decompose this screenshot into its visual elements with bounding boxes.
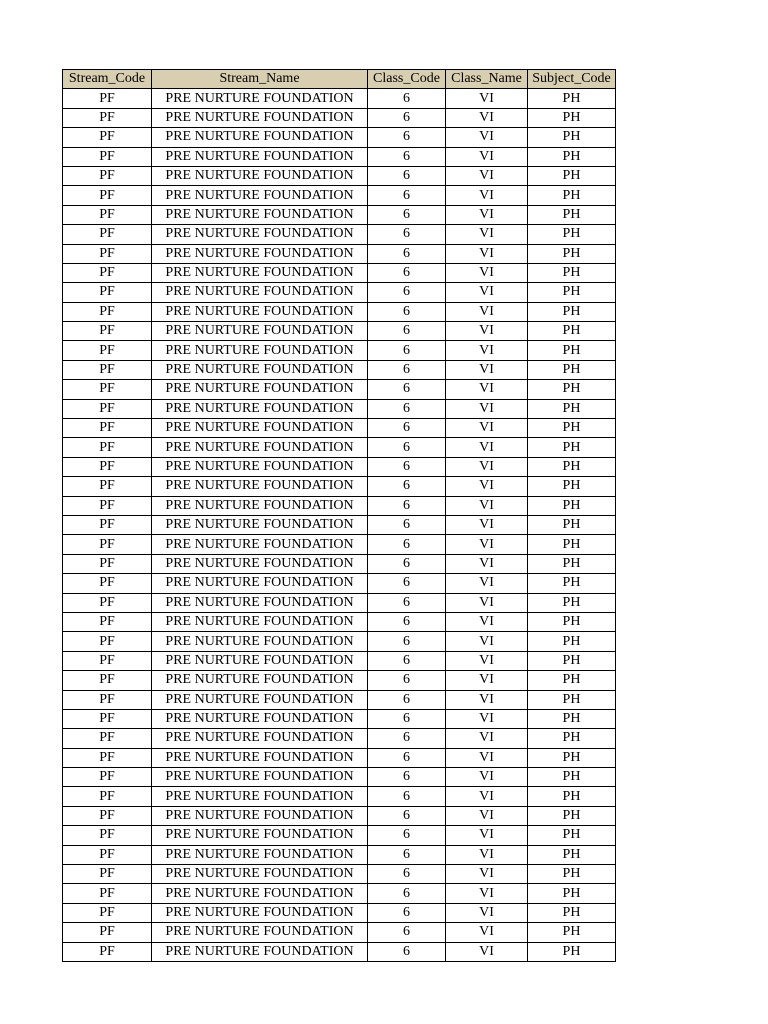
data-table — [62, 69, 616, 962]
cell-subject-code: PH — [528, 322, 616, 341]
cell-class-name: VI — [446, 729, 528, 748]
cell-stream-code: PF — [63, 302, 152, 321]
cell-class-name: VI — [446, 108, 528, 127]
cell-stream-name: PRE NURTURE FOUNDATION — [152, 787, 368, 806]
table-row — [63, 826, 616, 845]
cell-class-code: 6 — [368, 457, 446, 476]
cell-class-name: VI — [446, 709, 528, 728]
cell-stream-code: PF — [63, 651, 152, 670]
cell-subject-code: PH — [528, 748, 616, 767]
cell-subject-code: PH — [528, 612, 616, 631]
table-row — [63, 554, 616, 573]
cell-class-name: VI — [446, 748, 528, 767]
cell-stream-name: PRE NURTURE FOUNDATION — [152, 166, 368, 185]
cell-class-code: 6 — [368, 283, 446, 302]
cell-class-name: VI — [446, 632, 528, 651]
cell-class-code: 6 — [368, 399, 446, 418]
cell-stream-name: PRE NURTURE FOUNDATION — [152, 574, 368, 593]
table-row — [63, 302, 616, 321]
table-row — [63, 205, 616, 224]
cell-stream-code: PF — [63, 380, 152, 399]
cell-class-name: VI — [446, 651, 528, 670]
cell-class-name: VI — [446, 671, 528, 690]
cell-class-code: 6 — [368, 477, 446, 496]
cell-stream-name: PRE NURTURE FOUNDATION — [152, 147, 368, 166]
table-row — [63, 942, 616, 961]
table-row — [63, 263, 616, 282]
cell-class-code: 6 — [368, 748, 446, 767]
cell-subject-code: PH — [528, 225, 616, 244]
table-row — [63, 671, 616, 690]
table-row — [63, 884, 616, 903]
table-row — [63, 632, 616, 651]
cell-stream-name: PRE NURTURE FOUNDATION — [152, 457, 368, 476]
cell-stream-code: PF — [63, 729, 152, 748]
cell-class-name: VI — [446, 128, 528, 147]
table-row — [63, 380, 616, 399]
cell-stream-code: PF — [63, 263, 152, 282]
cell-subject-code: PH — [528, 89, 616, 108]
cell-class-name: VI — [446, 302, 528, 321]
cell-class-name: VI — [446, 322, 528, 341]
cell-subject-code: PH — [528, 496, 616, 515]
cell-subject-code: PH — [528, 457, 616, 476]
cell-class-code: 6 — [368, 89, 446, 108]
table-row — [63, 923, 616, 942]
cell-stream-code: PF — [63, 923, 152, 942]
table-row — [63, 283, 616, 302]
table-row — [63, 186, 616, 205]
cell-stream-code: PF — [63, 438, 152, 457]
cell-subject-code: PH — [528, 768, 616, 787]
table-row — [63, 360, 616, 379]
table-row — [63, 419, 616, 438]
cell-class-code: 6 — [368, 671, 446, 690]
cell-subject-code: PH — [528, 263, 616, 282]
cell-class-name: VI — [446, 942, 528, 961]
cell-class-name: VI — [446, 806, 528, 825]
cell-class-code: 6 — [368, 729, 446, 748]
cell-stream-code: PF — [63, 942, 152, 961]
cell-class-name: VI — [446, 884, 528, 903]
cell-stream-code: PF — [63, 612, 152, 631]
cell-stream-name: PRE NURTURE FOUNDATION — [152, 477, 368, 496]
cell-class-code: 6 — [368, 826, 446, 845]
cell-stream-name: PRE NURTURE FOUNDATION — [152, 612, 368, 631]
table-row — [63, 128, 616, 147]
cell-subject-code: PH — [528, 651, 616, 670]
cell-stream-code: PF — [63, 535, 152, 554]
cell-stream-name: PRE NURTURE FOUNDATION — [152, 399, 368, 418]
cell-class-code: 6 — [368, 574, 446, 593]
cell-subject-code: PH — [528, 535, 616, 554]
cell-subject-code: PH — [528, 787, 616, 806]
cell-subject-code: PH — [528, 865, 616, 884]
cell-class-code: 6 — [368, 593, 446, 612]
cell-subject-code: PH — [528, 729, 616, 748]
cell-subject-code: PH — [528, 166, 616, 185]
cell-class-code: 6 — [368, 865, 446, 884]
cell-class-code: 6 — [368, 554, 446, 573]
table-row — [63, 535, 616, 554]
cell-stream-name: PRE NURTURE FOUNDATION — [152, 515, 368, 534]
cell-stream-code: PF — [63, 283, 152, 302]
cell-stream-name: PRE NURTURE FOUNDATION — [152, 322, 368, 341]
cell-class-code: 6 — [368, 709, 446, 728]
table-row — [63, 108, 616, 127]
table-row — [63, 341, 616, 360]
cell-class-code: 6 — [368, 244, 446, 263]
cell-class-name: VI — [446, 477, 528, 496]
header-class-code: Class_Code — [368, 70, 446, 89]
cell-class-name: VI — [446, 554, 528, 573]
cell-subject-code: PH — [528, 554, 616, 573]
cell-class-code: 6 — [368, 419, 446, 438]
cell-stream-code: PF — [63, 128, 152, 147]
header-subject-code: Subject_Code — [528, 70, 616, 89]
cell-class-name: VI — [446, 166, 528, 185]
table-row — [63, 709, 616, 728]
cell-class-name: VI — [446, 865, 528, 884]
cell-class-code: 6 — [368, 166, 446, 185]
cell-subject-code: PH — [528, 341, 616, 360]
cell-class-name: VI — [446, 845, 528, 864]
cell-stream-name: PRE NURTURE FOUNDATION — [152, 341, 368, 360]
table-row — [63, 612, 616, 631]
cell-subject-code: PH — [528, 923, 616, 942]
cell-stream-code: PF — [63, 244, 152, 263]
cell-subject-code: PH — [528, 942, 616, 961]
cell-class-name: VI — [446, 593, 528, 612]
cell-stream-code: PF — [63, 496, 152, 515]
cell-stream-name: PRE NURTURE FOUNDATION — [152, 865, 368, 884]
cell-stream-code: PF — [63, 574, 152, 593]
cell-subject-code: PH — [528, 845, 616, 864]
header-row — [63, 70, 616, 89]
cell-stream-name: PRE NURTURE FOUNDATION — [152, 923, 368, 942]
cell-stream-name: PRE NURTURE FOUNDATION — [152, 225, 368, 244]
cell-stream-code: PF — [63, 108, 152, 127]
table-row — [63, 787, 616, 806]
cell-class-code: 6 — [368, 341, 446, 360]
cell-stream-name: PRE NURTURE FOUNDATION — [152, 651, 368, 670]
table-row — [63, 457, 616, 476]
cell-subject-code: PH — [528, 302, 616, 321]
cell-subject-code: PH — [528, 380, 616, 399]
table-row — [63, 147, 616, 166]
cell-stream-name: PRE NURTURE FOUNDATION — [152, 632, 368, 651]
cell-subject-code: PH — [528, 515, 616, 534]
cell-class-code: 6 — [368, 322, 446, 341]
cell-stream-name: PRE NURTURE FOUNDATION — [152, 690, 368, 709]
table-row — [63, 865, 616, 884]
cell-class-name: VI — [446, 457, 528, 476]
cell-class-code: 6 — [368, 923, 446, 942]
cell-stream-code: PF — [63, 768, 152, 787]
cell-stream-name: PRE NURTURE FOUNDATION — [152, 419, 368, 438]
cell-stream-name: PRE NURTURE FOUNDATION — [152, 89, 368, 108]
table-row — [63, 845, 616, 864]
cell-class-name: VI — [446, 574, 528, 593]
cell-class-name: VI — [446, 89, 528, 108]
cell-subject-code: PH — [528, 593, 616, 612]
table-row — [63, 574, 616, 593]
cell-stream-name: PRE NURTURE FOUNDATION — [152, 593, 368, 612]
table-row — [63, 903, 616, 922]
cell-class-code: 6 — [368, 108, 446, 127]
cell-stream-name: PRE NURTURE FOUNDATION — [152, 903, 368, 922]
cell-stream-code: PF — [63, 845, 152, 864]
cell-class-name: VI — [446, 612, 528, 631]
cell-subject-code: PH — [528, 632, 616, 651]
cell-class-name: VI — [446, 225, 528, 244]
cell-stream-name: PRE NURTURE FOUNDATION — [152, 128, 368, 147]
cell-stream-name: PRE NURTURE FOUNDATION — [152, 438, 368, 457]
cell-subject-code: PH — [528, 574, 616, 593]
cell-stream-code: PF — [63, 806, 152, 825]
cell-class-name: VI — [446, 903, 528, 922]
cell-class-code: 6 — [368, 884, 446, 903]
cell-subject-code: PH — [528, 671, 616, 690]
cell-subject-code: PH — [528, 690, 616, 709]
cell-stream-code: PF — [63, 341, 152, 360]
cell-class-code: 6 — [368, 612, 446, 631]
cell-stream-name: PRE NURTURE FOUNDATION — [152, 380, 368, 399]
cell-subject-code: PH — [528, 283, 616, 302]
cell-class-name: VI — [446, 360, 528, 379]
cell-class-code: 6 — [368, 515, 446, 534]
table-row — [63, 89, 616, 108]
table-row — [63, 322, 616, 341]
cell-stream-code: PF — [63, 903, 152, 922]
cell-stream-name: PRE NURTURE FOUNDATION — [152, 709, 368, 728]
cell-stream-code: PF — [63, 322, 152, 341]
cell-subject-code: PH — [528, 884, 616, 903]
table-row — [63, 225, 616, 244]
cell-class-code: 6 — [368, 496, 446, 515]
cell-subject-code: PH — [528, 709, 616, 728]
cell-stream-name: PRE NURTURE FOUNDATION — [152, 302, 368, 321]
cell-stream-name: PRE NURTURE FOUNDATION — [152, 108, 368, 127]
cell-stream-name: PRE NURTURE FOUNDATION — [152, 535, 368, 554]
table-row — [63, 748, 616, 767]
cell-class-name: VI — [446, 826, 528, 845]
cell-stream-name: PRE NURTURE FOUNDATION — [152, 283, 368, 302]
cell-subject-code: PH — [528, 399, 616, 418]
cell-stream-code: PF — [63, 826, 152, 845]
cell-class-code: 6 — [368, 380, 446, 399]
cell-stream-name: PRE NURTURE FOUNDATION — [152, 942, 368, 961]
cell-stream-code: PF — [63, 865, 152, 884]
cell-class-code: 6 — [368, 302, 446, 321]
cell-stream-code: PF — [63, 787, 152, 806]
cell-class-code: 6 — [368, 632, 446, 651]
table-row — [63, 806, 616, 825]
cell-stream-name: PRE NURTURE FOUNDATION — [152, 205, 368, 224]
cell-class-name: VI — [446, 283, 528, 302]
cell-stream-name: PRE NURTURE FOUNDATION — [152, 729, 368, 748]
cell-stream-name: PRE NURTURE FOUNDATION — [152, 826, 368, 845]
table-row — [63, 690, 616, 709]
cell-stream-code: PF — [63, 89, 152, 108]
cell-stream-name: PRE NURTURE FOUNDATION — [152, 671, 368, 690]
cell-stream-code: PF — [63, 166, 152, 185]
cell-class-code: 6 — [368, 690, 446, 709]
cell-stream-code: PF — [63, 554, 152, 573]
cell-class-name: VI — [446, 399, 528, 418]
cell-subject-code: PH — [528, 128, 616, 147]
cell-stream-code: PF — [63, 884, 152, 903]
cell-class-code: 6 — [368, 225, 446, 244]
cell-stream-code: PF — [63, 748, 152, 767]
table-row — [63, 593, 616, 612]
cell-subject-code: PH — [528, 360, 616, 379]
cell-class-name: VI — [446, 419, 528, 438]
cell-stream-code: PF — [63, 671, 152, 690]
header-class-name: Class_Name — [446, 70, 528, 89]
cell-class-name: VI — [446, 690, 528, 709]
cell-stream-name: PRE NURTURE FOUNDATION — [152, 496, 368, 515]
cell-stream-code: PF — [63, 457, 152, 476]
header-stream-name: Stream_Name — [152, 70, 368, 89]
cell-stream-code: PF — [63, 225, 152, 244]
cell-stream-code: PF — [63, 186, 152, 205]
cell-class-code: 6 — [368, 651, 446, 670]
cell-stream-code: PF — [63, 399, 152, 418]
cell-class-name: VI — [446, 535, 528, 554]
cell-class-code: 6 — [368, 205, 446, 224]
cell-subject-code: PH — [528, 826, 616, 845]
cell-class-code: 6 — [368, 787, 446, 806]
cell-stream-name: PRE NURTURE FOUNDATION — [152, 554, 368, 573]
cell-stream-name: PRE NURTURE FOUNDATION — [152, 244, 368, 263]
table-row — [63, 729, 616, 748]
cell-class-name: VI — [446, 205, 528, 224]
cell-class-code: 6 — [368, 128, 446, 147]
cell-stream-code: PF — [63, 515, 152, 534]
cell-stream-name: PRE NURTURE FOUNDATION — [152, 186, 368, 205]
cell-class-code: 6 — [368, 535, 446, 554]
cell-stream-name: PRE NURTURE FOUNDATION — [152, 845, 368, 864]
cell-class-name: VI — [446, 923, 528, 942]
cell-class-code: 6 — [368, 768, 446, 787]
cell-class-name: VI — [446, 147, 528, 166]
cell-stream-code: PF — [63, 360, 152, 379]
cell-stream-name: PRE NURTURE FOUNDATION — [152, 360, 368, 379]
cell-subject-code: PH — [528, 477, 616, 496]
cell-class-name: VI — [446, 244, 528, 263]
cell-stream-name: PRE NURTURE FOUNDATION — [152, 884, 368, 903]
cell-class-code: 6 — [368, 147, 446, 166]
cell-subject-code: PH — [528, 186, 616, 205]
cell-class-code: 6 — [368, 806, 446, 825]
table-row — [63, 496, 616, 515]
cell-stream-code: PF — [63, 419, 152, 438]
table-row — [63, 438, 616, 457]
cell-class-code: 6 — [368, 186, 446, 205]
table-row — [63, 244, 616, 263]
cell-stream-code: PF — [63, 477, 152, 496]
cell-subject-code: PH — [528, 903, 616, 922]
table-row — [63, 515, 616, 534]
cell-stream-name: PRE NURTURE FOUNDATION — [152, 768, 368, 787]
cell-stream-code: PF — [63, 632, 152, 651]
table-row — [63, 166, 616, 185]
cell-subject-code: PH — [528, 438, 616, 457]
table-row — [63, 399, 616, 418]
cell-class-name: VI — [446, 186, 528, 205]
cell-class-name: VI — [446, 341, 528, 360]
cell-class-code: 6 — [368, 438, 446, 457]
cell-stream-name: PRE NURTURE FOUNDATION — [152, 806, 368, 825]
cell-class-name: VI — [446, 768, 528, 787]
table-header — [63, 70, 616, 89]
cell-subject-code: PH — [528, 419, 616, 438]
cell-stream-code: PF — [63, 690, 152, 709]
cell-subject-code: PH — [528, 244, 616, 263]
cell-class-name: VI — [446, 438, 528, 457]
cell-class-code: 6 — [368, 263, 446, 282]
cell-subject-code: PH — [528, 205, 616, 224]
cell-stream-code: PF — [63, 205, 152, 224]
table-row — [63, 768, 616, 787]
cell-subject-code: PH — [528, 806, 616, 825]
cell-class-code: 6 — [368, 845, 446, 864]
cell-stream-name: PRE NURTURE FOUNDATION — [152, 263, 368, 282]
cell-class-name: VI — [446, 496, 528, 515]
cell-class-name: VI — [446, 380, 528, 399]
cell-class-code: 6 — [368, 942, 446, 961]
cell-class-name: VI — [446, 787, 528, 806]
table-row — [63, 651, 616, 670]
cell-stream-name: PRE NURTURE FOUNDATION — [152, 748, 368, 767]
cell-subject-code: PH — [528, 108, 616, 127]
cell-subject-code: PH — [528, 147, 616, 166]
cell-stream-code: PF — [63, 593, 152, 612]
cell-class-code: 6 — [368, 903, 446, 922]
cell-class-name: VI — [446, 263, 528, 282]
table-body — [63, 89, 616, 962]
table-row — [63, 477, 616, 496]
header-stream-code: Stream_Code — [63, 70, 152, 89]
cell-class-name: VI — [446, 515, 528, 534]
cell-stream-code: PF — [63, 147, 152, 166]
cell-stream-code: PF — [63, 709, 152, 728]
cell-class-code: 6 — [368, 360, 446, 379]
